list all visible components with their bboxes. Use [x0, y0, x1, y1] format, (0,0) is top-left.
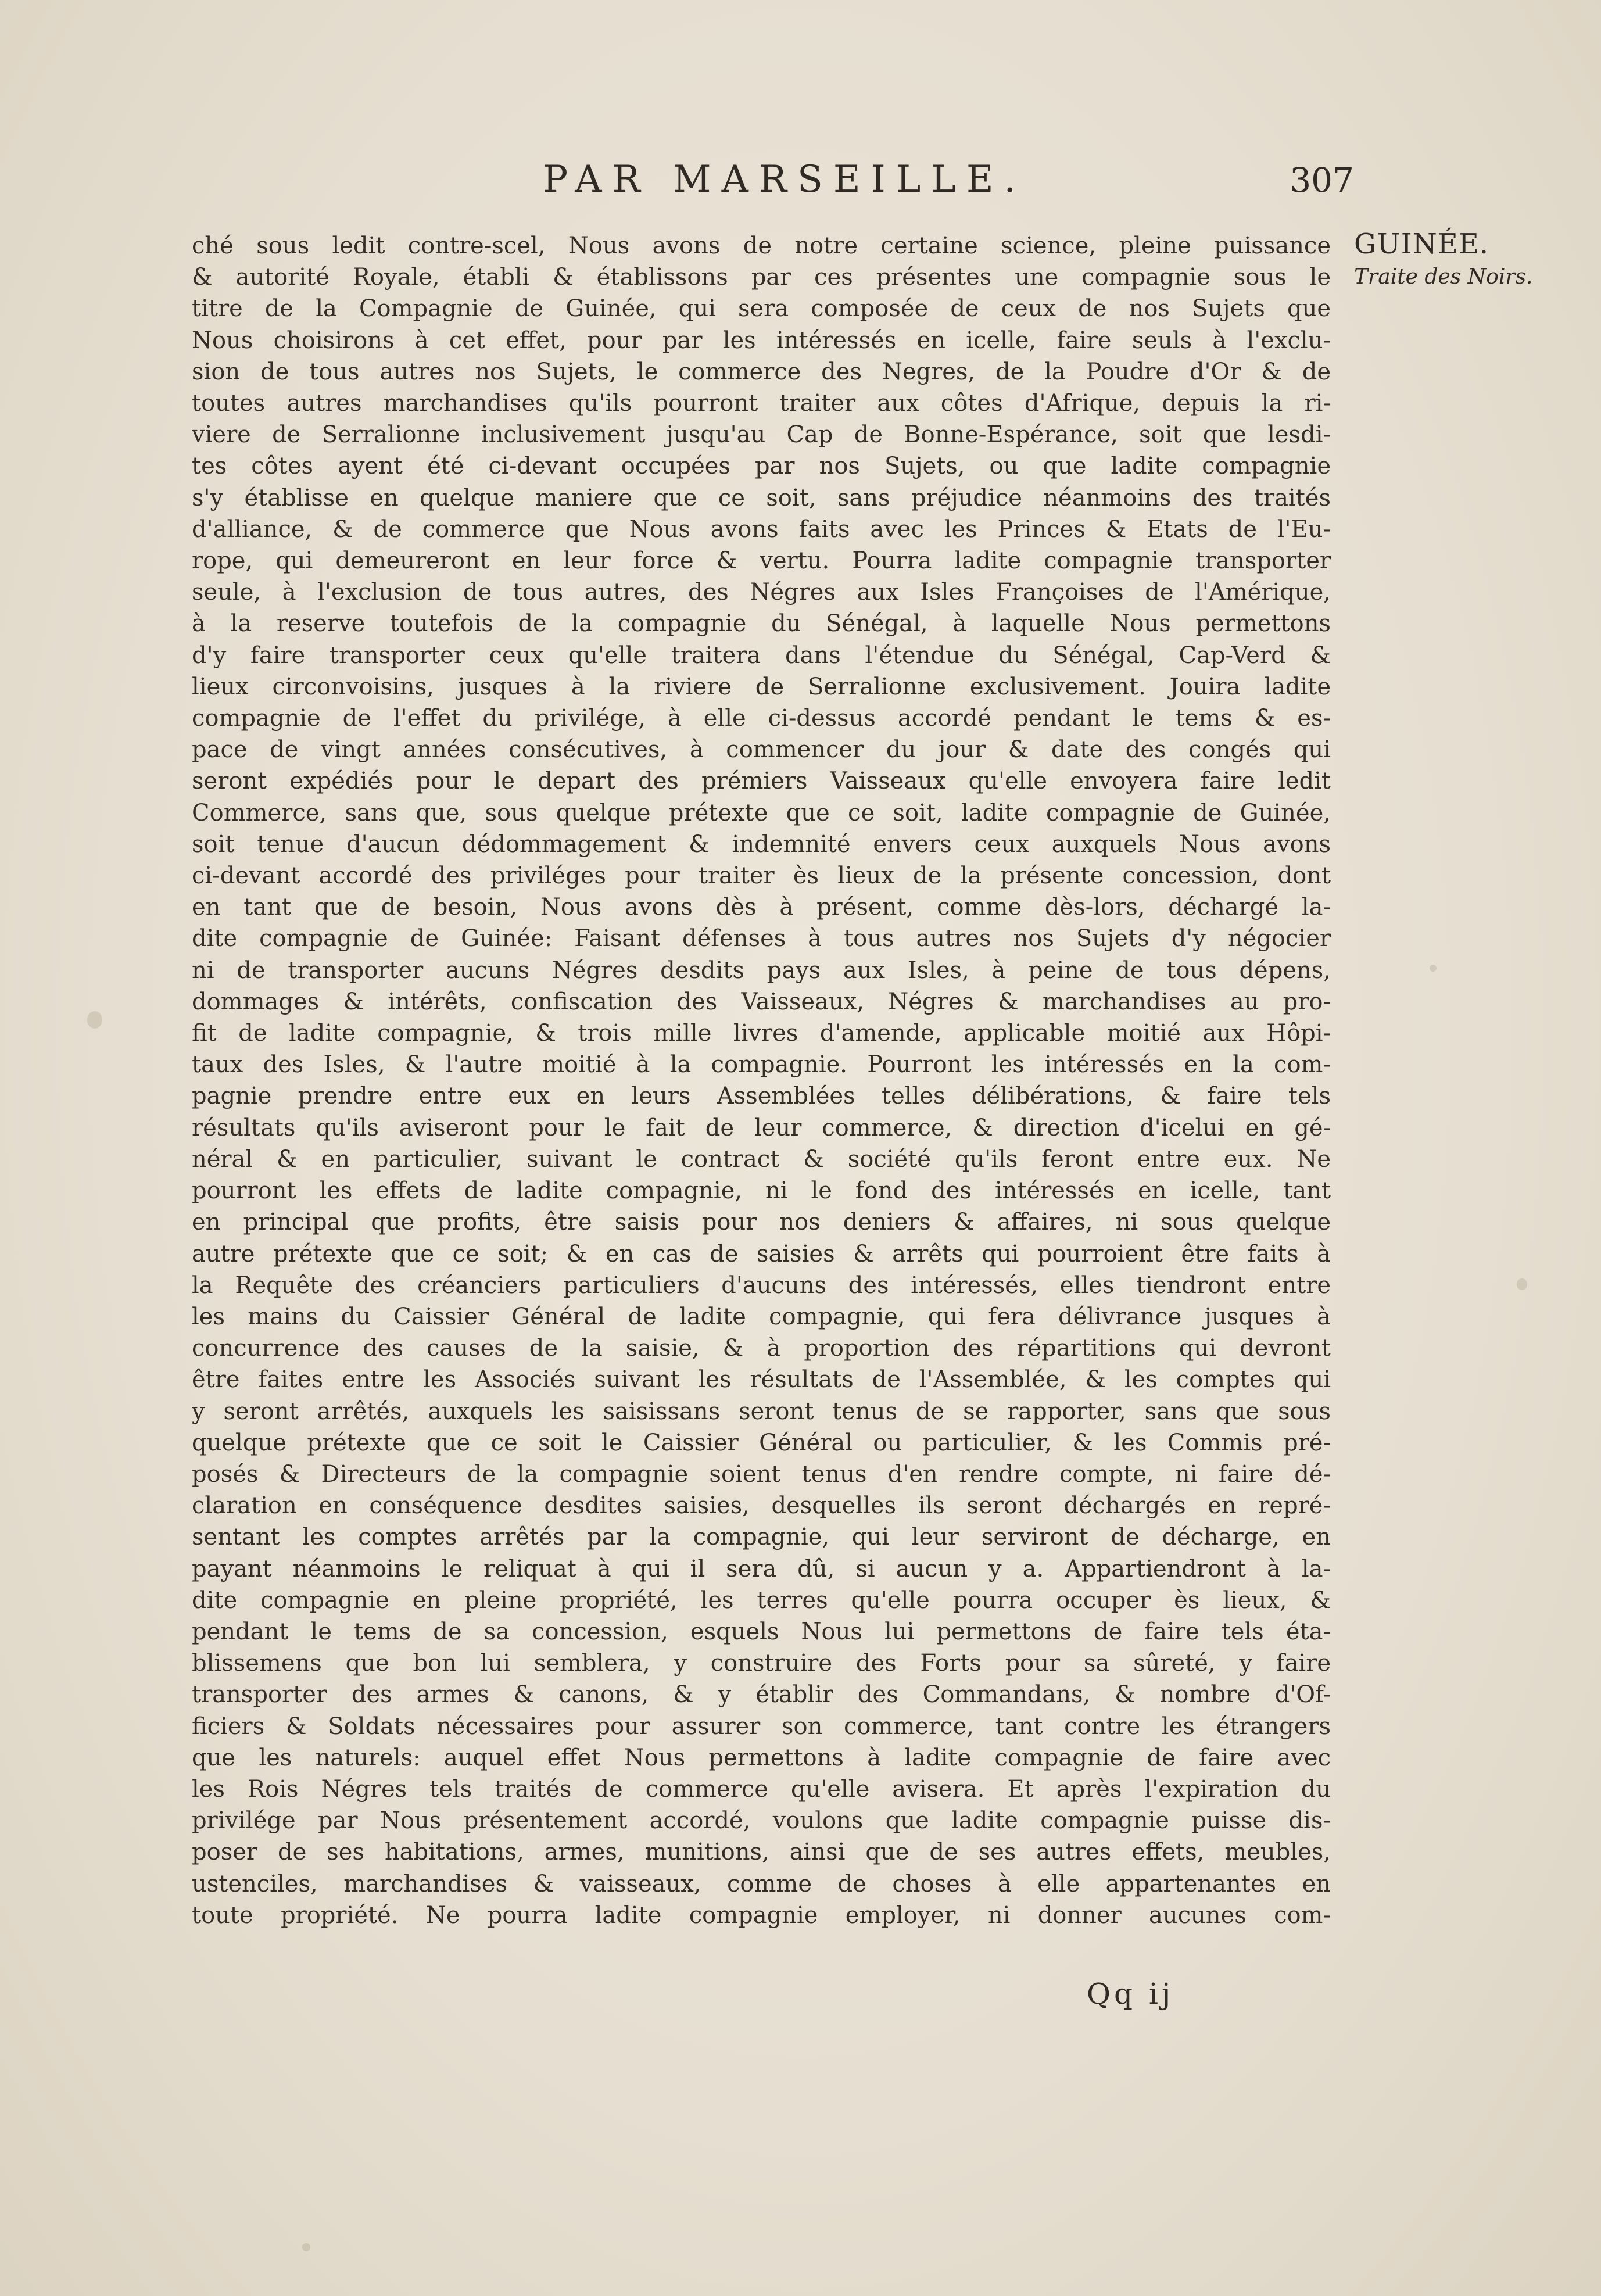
text-line: & autorité Royale, établi & établissons par ces présentes une compagnie sous le — [192, 264, 1331, 291]
text-line: pace de vingt années consécutives, à commencer du jour & date des congés qui — [192, 736, 1331, 764]
text-line: être faites entre les Associés suivant les résultats de l'Assemblée, & les comptes qui — [192, 1366, 1331, 1394]
text-line: à la reserve toutefois de la compagnie du Sénégal, à laquelle Nous permettons — [192, 610, 1331, 637]
text-line: d'y faire transporter ceux qu'elle traitera dans l'étendue du Sénégal, Cap-Verd & — [192, 642, 1331, 669]
paper-stain — [302, 2243, 310, 2251]
text-line: toute propriété. Ne pourra ladite compagnie employer, ni donner aucunes com- — [192, 1901, 1331, 1929]
text-line: dite compagnie de Guinée: Faisant défenses à tous autres nos Sujets d'y négocier — [192, 925, 1331, 952]
text-line: en principal que profits, être saisis pour nos deniers & affaires, ni sous quelque — [192, 1209, 1331, 1236]
page-number: 307 — [1290, 160, 1354, 200]
paper-stain — [87, 1011, 102, 1029]
text-line: quelque prétexte que ce soit le Caissier Général ou particulier, & les Commis pré- — [192, 1429, 1331, 1456]
text-line: en tant que de besoin, Nous avons dès à présent, comme dès-lors, déchargé la- — [192, 894, 1331, 921]
text-line: titre de la Compagnie de Guinée, qui sera composée de ceux de nos Sujets que — [192, 295, 1331, 323]
text-line: s'y établisse en quelque maniere que ce soit, sans préjudice néanmoins des traités — [192, 484, 1331, 511]
margin-heading: GUINÉE. — [1354, 228, 1489, 260]
text-line: concurrence des causes de la saisie, & à proportion des répartitions qui devront — [192, 1335, 1331, 1362]
text-line: ci-devant accordé des priviléges pour traiter ès lieux de la présente concession, dont — [192, 862, 1331, 890]
text-line: sentant les comptes arrêtés par la compagnie, qui leur serviront de décharge, en — [192, 1524, 1331, 1551]
text-line: que les naturels: auquel effet Nous permettons à ladite compagnie de faire avec — [192, 1744, 1331, 1771]
text-line: transporter des armes & canons, & y établir des Commandans, & nombre d'Of- — [192, 1681, 1331, 1708]
text-line: poser de ses habitations, armes, munitions, ainsi que de ses autres effets, meubles, — [192, 1839, 1331, 1866]
text-line: blissemens que bon lui semblera, y construire des Forts pour sa sûreté, y faire — [192, 1650, 1331, 1677]
page-header — [192, 158, 1354, 210]
text-line: toutes autres marchandises qu'ils pourront traiter aux côtes d'Afrique, depuis la ri- — [192, 390, 1331, 417]
text-line: seule, à l'exclusion de tous autres, des Négres aux Isles Françoises de l'Amérique, — [192, 579, 1331, 606]
text-line: ché sous ledit contre-scel, Nous avons de notre certaine science, pleine puissance — [192, 232, 1331, 259]
running-title: PAR MARSEILLE. — [543, 158, 1026, 201]
text-line: taux des Isles, & l'autre moitié à la compagnie. Pourront les intéressés en la com- — [192, 1051, 1331, 1079]
text-line: néral & en particulier, suivant le contract & société qu'ils feront entre eux. Ne — [192, 1145, 1331, 1173]
text-line: y seront arrêtés, auxquels les saisissans seront tenus de se rapporter, sans que sous — [192, 1398, 1331, 1425]
text-line: pourront les effets de ladite compagnie, ni le fond des intéressés en icelle, tant — [192, 1177, 1331, 1205]
text-line: payant néanmoins le reliquat à qui il sera dû, si aucun y a. Appartiendront à la- — [192, 1555, 1331, 1582]
text-line: posés & Directeurs de la compagnie soient tenus d'en rendre compte, ni faire dé- — [192, 1460, 1331, 1488]
text-line: les mains du Caissier Général de ladite compagnie, qui fera délivrance jusques à — [192, 1303, 1331, 1330]
text-line: viere de Serralionne inclusivement jusqu'au Cap de Bonne-Espérance, soit que lesdi- — [192, 421, 1331, 449]
text-line: rope, qui demeureront en leur force & vertu. Pourra ladite compagnie transporter — [192, 547, 1331, 575]
text-line: les Rois Négres tels traités de commerce qu'elle avisera. Et après l'expiration du — [192, 1775, 1331, 1803]
text-line: Commerce, sans que, sous quelque prétexte que ce soit, ladite compagnie de Guinée, — [192, 799, 1331, 826]
text-line: ficiers & Soldats nécessaires pour assurer son commerce, tant contre les étrangers — [192, 1713, 1331, 1740]
text-line: claration en conséquence desdites saisies, desquelles ils seront déchargés en repré- — [192, 1492, 1331, 1520]
text-line: ni de transporter aucuns Négres desdits pays aux Isles, à peine de tous dépens, — [192, 957, 1331, 984]
text-line: dite compagnie en pleine propriété, les terres qu'elle pourra occuper ès lieux, & — [192, 1586, 1331, 1614]
text-line: soit tenue d'aucun dédommagement & indemnité envers ceux auxquels Nous avons — [192, 830, 1331, 858]
text-line: ustenciles, marchandises & vaisseaux, comme de choses à elle appartenantes en — [192, 1870, 1331, 1897]
signature-mark: Qq ij — [1087, 1977, 1174, 2011]
text-line: Nous choisirons à cet effet, pour par les intéressés en icelle, faire seuls à l'exclu- — [192, 327, 1331, 354]
text-line: seront expédiés pour le depart des prémiers Vaisseaux qu'elle envoyera faire ledit — [192, 768, 1331, 795]
text-line: privilége par Nous présentement accordé, voulons que ladite compagnie puisse dis- — [192, 1807, 1331, 1835]
text-line: la Requête des créanciers particuliers d'aucuns des intéressés, elles tiendront entre — [192, 1271, 1331, 1299]
paper-stain — [1430, 965, 1437, 972]
paper-stain — [1517, 1278, 1527, 1290]
text-line: pendant le tems de sa concession, esquels Nous lui permettons de faire tels éta- — [192, 1618, 1331, 1645]
text-line: d'alliance, & de commerce que Nous avons faits avec les Princes & Etats de l'Eu- — [192, 515, 1331, 543]
text-line: compagnie de l'effet du privilége, à elle ci-dessus accordé pendant le tems & es- — [192, 705, 1331, 732]
text-line: sion de tous autres nos Sujets, le commerce des Negres, de la Poudre d'Or & de — [192, 358, 1331, 385]
text-line: résultats qu'ils aviseront pour le fait de leur commerce, & direction d'icelui en gé- — [192, 1114, 1331, 1141]
text-line: lieux circonvoisins, jusques à la riviere de Serralionne exclusivement. Jouira ladite — [192, 673, 1331, 700]
text-line: tes côtes ayent été ci-devant occupées par nos Sujets, ou que ladite compagnie — [192, 453, 1331, 480]
margin-subheading: Traite des Noirs. — [1354, 265, 1533, 289]
text-line: fit de ladite compagnie, & trois mille livres d'amende, applicable moitié aux Hôpi- — [192, 1020, 1331, 1047]
body-text — [192, 230, 1331, 1931]
text-line: autre prétexte que ce soit; & en cas de saisies & arrêts qui pourroient être faits à — [192, 1240, 1331, 1267]
text-line: dommages & intérêts, confiscation des Vaisseaux, Négres & marchandises au pro- — [192, 988, 1331, 1015]
text-line: pagnie prendre entre eux en leurs Assemblées telles délibérations, & faire tels — [192, 1083, 1331, 1110]
margin-note — [1354, 228, 1575, 291]
